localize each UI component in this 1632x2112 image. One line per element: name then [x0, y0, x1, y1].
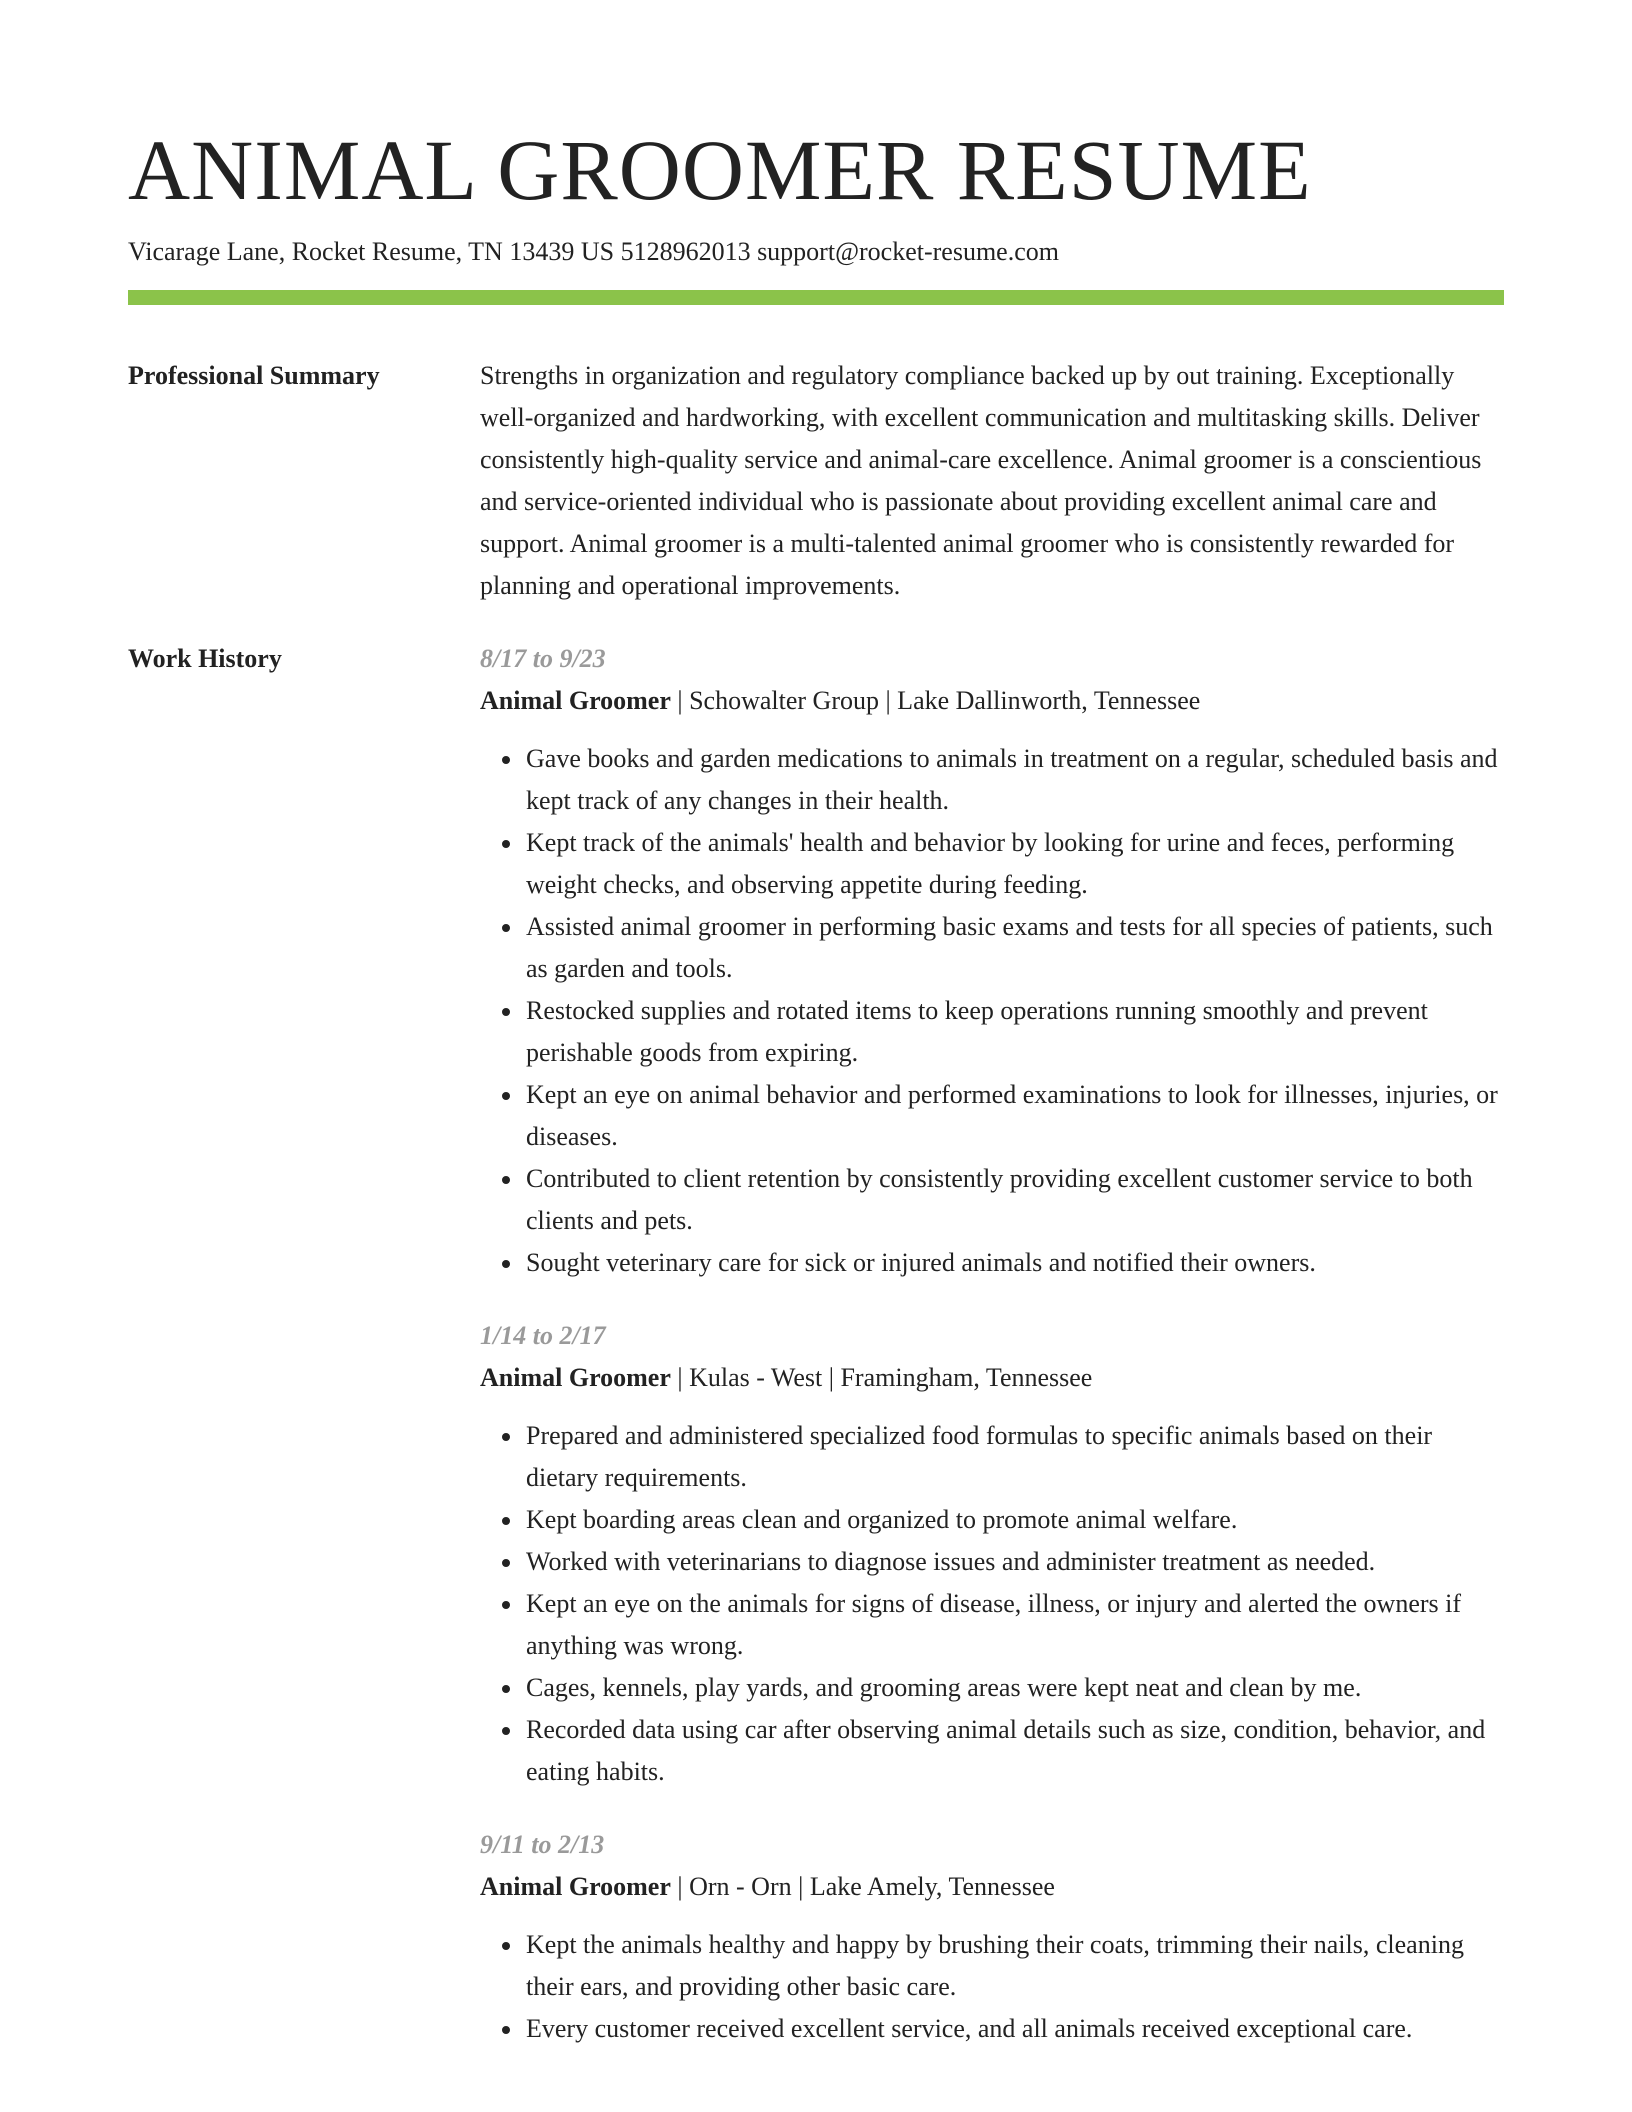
job-duty-item: • Kept boarding areas clean and organized to promote animal welfare.	[524, 1499, 1504, 1541]
job-dates: 9/11 to 2/13	[480, 1830, 605, 1859]
job-dates: 8/17 to 9/23	[480, 644, 606, 673]
job-heading	[480, 680, 1504, 722]
job-duty-item: • Cages, kennels, play yards, and grooming areas were kept neat and clean by me.	[524, 1667, 1504, 1709]
accent-divider	[128, 290, 1504, 305]
section-title-summary: Professional Summary	[128, 361, 380, 390]
job-duty-item: • Gave books and garden medications to animals in treatment on a regular, scheduled basis and kept track of any changes in their health.	[524, 738, 1504, 822]
job-heading	[480, 1357, 1504, 1399]
job-duty-item: • Contributed to client retention by consistently providing excellent customer service to both clients and pets.	[524, 1158, 1504, 1242]
job-duties-list	[480, 1924, 1504, 2050]
job-duty-item: • Sought veterinary care for sick or injured animals and notified their owners.	[524, 1242, 1504, 1284]
job-duty-item: • Assisted animal groomer in performing basic exams and tests for all species of patients, such as garden and tools.	[524, 906, 1504, 990]
contact-email: support@rocket-resume.com	[757, 237, 1059, 266]
job-duty-item: • Prepared and administered specialized food formulas to specific animals based on their dietary requirements.	[524, 1415, 1504, 1499]
job-company-location: | Schowalter Group | Lake Dallinworth, Tennessee	[670, 686, 1201, 715]
job-duty-item: • Recorded data using car after observing animal details such as size, condition, behavior, and eating habits.	[524, 1709, 1504, 1793]
job-entry	[480, 1315, 1504, 1793]
summary-text: Strengths in organization and regulatory compliance backed up by out training. Exceptionally well-organized and hardworking, with excellent communication and multitasking skills. Deliver consistently high-quality service and animal-care excellence. Animal groomer is a conscientious and service-oriented individual who is passionate about providing excellent animal care and support. Animal groomer is a multi-talented animal groomer who is consistently rewarded for planning and operational improvements.	[480, 361, 1482, 600]
job-title: Animal Groomer	[480, 1872, 671, 1901]
summary-body	[480, 355, 1504, 607]
job-duties-list	[480, 1415, 1504, 1793]
job-duty-item: • Kept track of the animals' health and behavior by looking for urine and feces, performing weight checks, and observing appetite during feeding.	[524, 822, 1504, 906]
section-title-work-history: Work History	[128, 644, 282, 673]
job-company-location: | Kulas - West | Framingham, Tennessee	[670, 1363, 1093, 1392]
contact-line	[128, 234, 1504, 270]
job-duty-item: • Kept the animals healthy and happy by brushing their coats, trimming their nails, cleaning their ears, and providing other basic care.	[524, 1924, 1504, 2008]
contact-phone: 5128962013	[620, 237, 751, 266]
job-heading	[480, 1866, 1504, 1908]
job-entry	[480, 638, 1504, 1284]
job-title: Animal Groomer	[480, 686, 671, 715]
job-duties-list	[480, 738, 1504, 1284]
job-duty-item: • Restocked supplies and rotated items to keep operations running smoothly and prevent perishable goods from expiring.	[524, 990, 1504, 1074]
job-title: Animal Groomer	[480, 1363, 671, 1392]
job-duty-item: • Kept an eye on animal behavior and performed examinations to look for illnesses, injuries, or diseases.	[524, 1074, 1504, 1158]
resume-page	[128, 118, 1504, 2081]
job-duty-item: • Worked with veterinarians to diagnose issues and administer treatment as needed.	[524, 1541, 1504, 1583]
contact-address: Vicarage Lane, Rocket Resume, TN 13439 US	[128, 237, 615, 266]
job-entry	[480, 1824, 1504, 2050]
work-history-body	[480, 638, 1504, 2081]
job-duty-item: • Every customer received excellent service, and all animals received exceptional care.	[524, 2008, 1504, 2050]
professional-summary-section	[128, 355, 1504, 607]
job-dates: 1/14 to 2/17	[480, 1321, 606, 1350]
work-history-section	[128, 638, 1504, 2081]
resume-title: ANIMAL GROOMER RESUME	[128, 122, 1312, 218]
job-duty-item: • Kept an eye on the animals for signs of disease, illness, or injury and alerted the owners if anything was wrong.	[524, 1583, 1504, 1667]
job-company-location: | Orn - Orn | Lake Amely, Tennessee	[670, 1872, 1055, 1901]
